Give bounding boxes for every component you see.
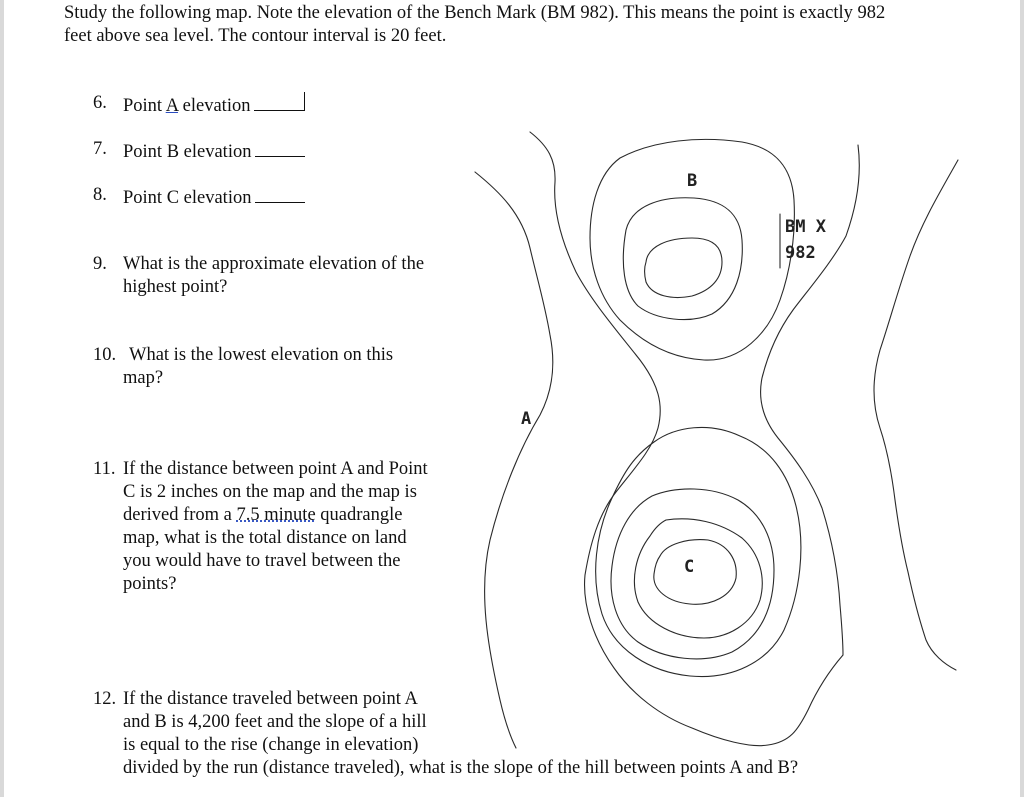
question-text: Point — [123, 96, 166, 116]
contour-line — [623, 198, 742, 320]
question-number: 6. — [93, 93, 107, 113]
question-number: 8. — [93, 185, 107, 205]
question-text: points? — [123, 574, 177, 594]
point-a-label: A — [521, 409, 532, 429]
question-number: 12. — [93, 689, 117, 709]
question-text: divided by the run (distance traveled), what is the slope of the hill between points A and B? — [123, 758, 799, 778]
question-text: derived from a — [123, 505, 237, 525]
question-number: 7. — [93, 139, 107, 159]
question-text: map? — [123, 368, 164, 388]
question-text: is equal to the rise (change in elevation) — [123, 735, 419, 755]
question-text: C is 2 inches on the map and the map is — [123, 482, 417, 502]
contour-line — [645, 238, 723, 297]
question-text: What is the lowest elevation on this — [129, 345, 394, 365]
bench-mark-label: BM X — [785, 217, 826, 237]
intro-line-1: Study the following map. Note the elevation of the Bench Mark (BM 982). This means the point is exactly 982 — [64, 3, 886, 23]
question-number: 11. — [93, 459, 116, 479]
question-text: elevation — [178, 96, 251, 116]
question-text: and B is 4,200 feet and the slope of a hill — [123, 712, 427, 732]
point-b-label: B — [687, 171, 698, 191]
question-text: If the distance traveled between point A — [123, 689, 418, 709]
question-text: map, what is the total distance on land — [123, 528, 407, 548]
contour-line — [596, 427, 801, 676]
quadrangle-link[interactable]: 7.5 minute — [236, 505, 316, 525]
question-text: you would have to travel between the — [123, 551, 401, 571]
question-number: 10. — [93, 345, 117, 365]
question-text: quadrangle — [315, 505, 403, 525]
point-c-label: C — [684, 557, 695, 577]
contour-line — [654, 540, 736, 605]
contour-line — [874, 160, 958, 670]
question-text: If the distance between point A and Point — [123, 459, 428, 479]
question-text: highest point? — [123, 277, 228, 297]
question-number: 9. — [93, 254, 107, 274]
contour-line — [475, 172, 553, 748]
question-text: What is the approximate elevation of the — [123, 254, 425, 274]
intro-line-2: feet above sea level. The contour interval is 20 feet. — [64, 26, 447, 46]
question-text: Point B elevation — [123, 142, 252, 162]
bench-mark-elevation: 982 — [785, 243, 816, 263]
point-a-link[interactable]: A — [165, 96, 179, 116]
question-text: Point C elevation — [123, 188, 252, 208]
